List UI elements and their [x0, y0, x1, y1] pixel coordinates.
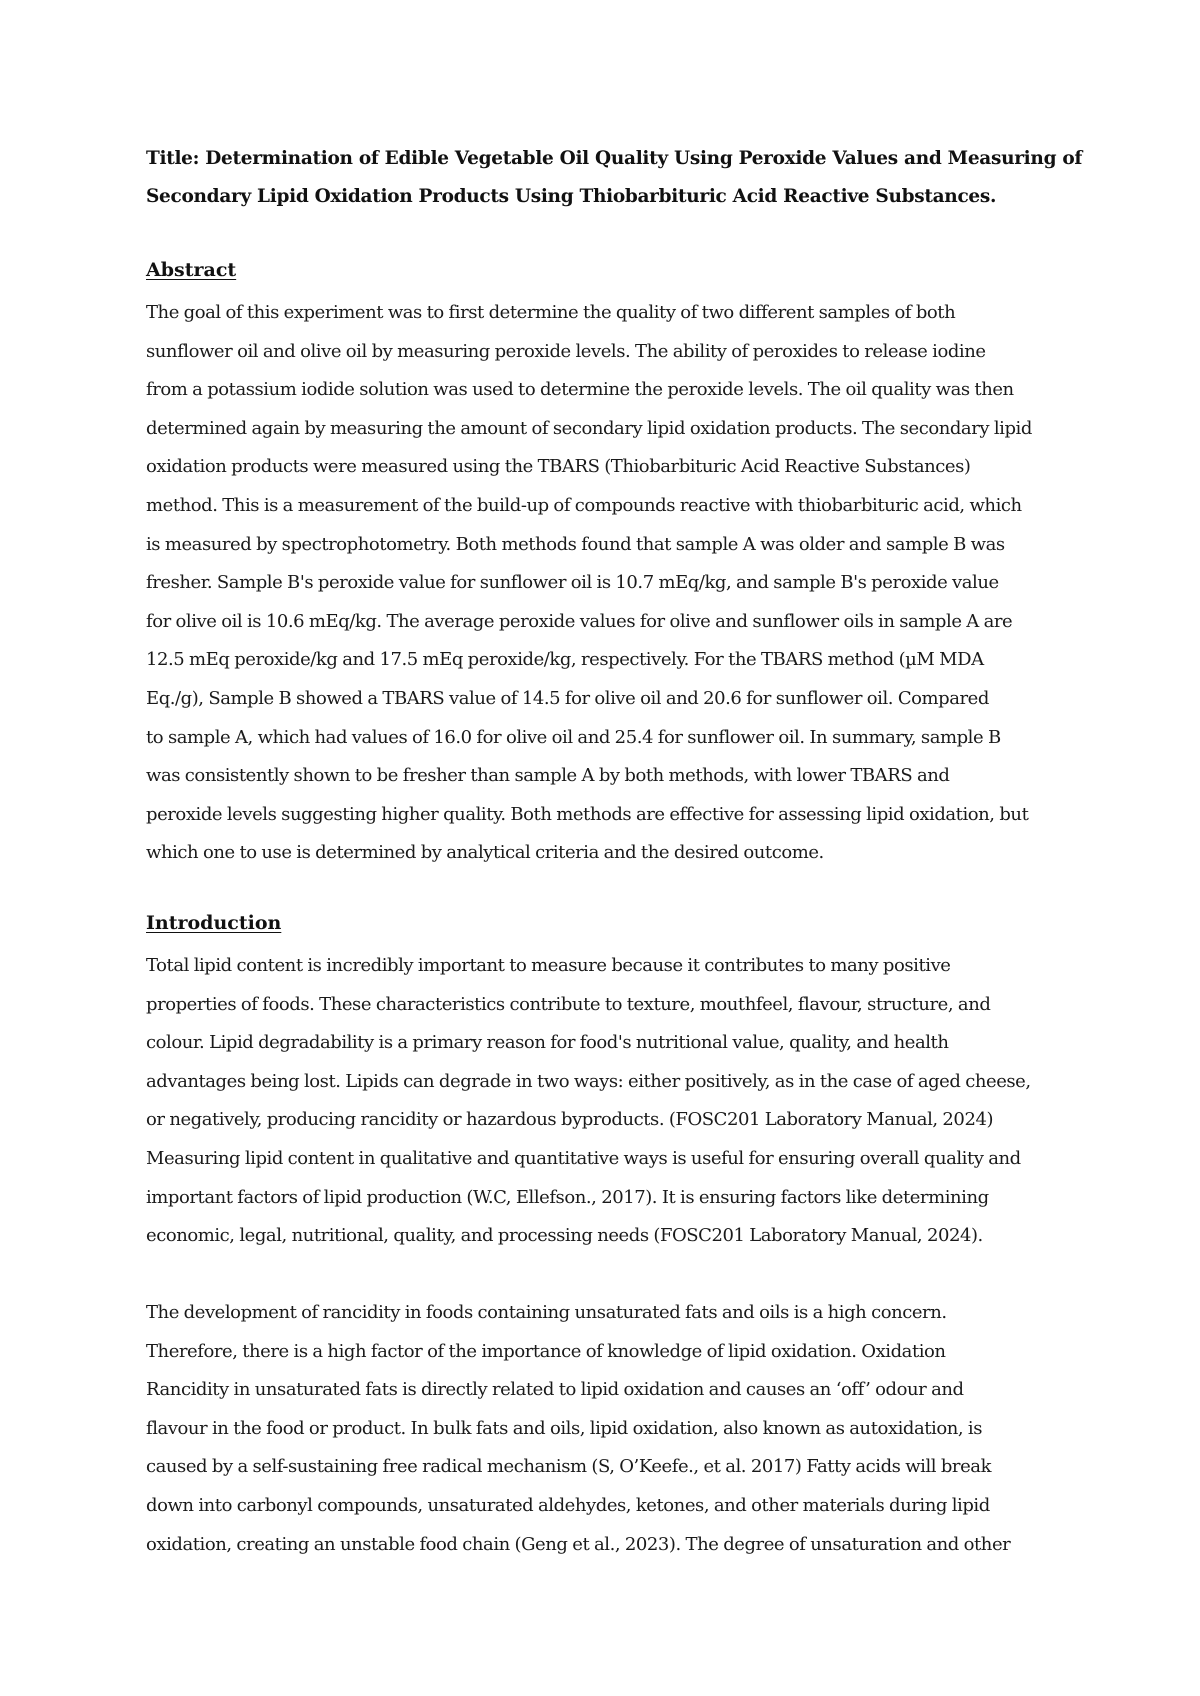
text-line: which one to use is determined by analytical criteria and the desired outcome. — [146, 842, 824, 864]
text-line: was consistently shown to be fresher than sample A by both methods, with lower TBARS and — [146, 765, 950, 787]
text-line: Total lipid content is incredibly important to measure because it contributes to many positive — [146, 955, 951, 976]
text-line: advantages being lost. Lipids can degrade in two ways: either positively, as in the case of aged cheese, — [146, 1070, 1031, 1092]
introduction-heading: Introduction — [146, 912, 282, 934]
text-line: peroxide levels suggesting higher quality. Both methods are effective for assessing lipid oxidation, but — [146, 803, 1029, 825]
text-line: oxidation, creating an unstable food chain (Geng et al., 2023). The degree of unsaturation and other — [146, 1533, 1011, 1555]
text-line: or negatively, producing rancidity or hazardous byproducts. (FOSC201 Laboratory Manual, 2024) — [146, 1109, 994, 1131]
text-line: Measuring lipid content in qualitative and quantitative ways is useful for ensuring overall quality and — [146, 1147, 1021, 1169]
text-line: down into carbonyl compounds, unsaturated aldehydes, ketones, and other materials during lipid — [146, 1494, 990, 1516]
title-line: Secondary Lipid Oxidation Products Using Thiobarbituric Acid Reactive Substances. — [146, 186, 997, 207]
abstract-paragraph — [146, 294, 1076, 873]
text-line: fresher. Sample B's peroxide value for sunflower oil is 10.7 mEq/kg, and sample B's peroxide value — [146, 572, 999, 594]
text-line: caused by a self-sustaining free radical mechanism (S, O’Keefe., et al. 2017) Fatty acids will break — [146, 1456, 992, 1478]
text-line: Therefore, there is a high factor of the importance of knowledge of lipid oxidation. Oxidation — [146, 1340, 946, 1362]
document-title — [146, 140, 1086, 216]
text-line: from a potassium iodide solution was used to determine the peroxide levels. The oil quality was then — [146, 379, 1014, 401]
text-line: colour. Lipid degradability is a primary reason for food's nutritional value, quality, and health — [146, 1032, 949, 1054]
text-line: to sample A, which had values of 16.0 for olive oil and 25.4 for sunflower oil. In summary, sample B — [146, 726, 1001, 748]
text-line: economic, legal, nutritional, quality, and processing needs (FOSC201 Laboratory Manual, 2024). — [146, 1225, 983, 1247]
title-line: Title: Determination of Edible Vegetable Oil Quality Using Peroxide Values and Measuring of — [146, 148, 1083, 169]
text-line: determined again by measuring the amount of secondary lipid oxidation products. The secondary lipid — [146, 417, 1032, 439]
text-line: oxidation products were measured using the TBARS (Thiobarbituric Acid Reactive Substances) — [146, 456, 971, 478]
text-line: for olive oil is 10.6 mEq/kg. The average peroxide values for olive and sunflower oils in sample A are — [146, 610, 1013, 632]
text-line: The goal of this experiment was to first determine the quality of two different samples of both — [146, 302, 956, 323]
text-line: important factors of lipid production (W.C, Ellefson., 2017). It is ensuring factors like determining — [146, 1186, 989, 1208]
introduction-paragraph-1 — [146, 947, 1076, 1256]
introduction-paragraph-2 — [146, 1294, 1076, 1564]
text-line: is measured by spectrophotometry. Both methods found that sample A was older and sample B was — [146, 533, 1005, 555]
text-line: sunflower oil and olive oil by measuring peroxide levels. The ability of peroxides to release iodine — [146, 340, 986, 362]
text-line: method. This is a measurement of the build-up of compounds reactive with thiobarbituric acid, which — [146, 494, 1022, 516]
text-line: properties of foods. These characteristics contribute to texture, mouthfeel, flavour, structure, and — [146, 993, 991, 1015]
text-line: 12.5 mEq peroxide/kg and 17.5 mEq peroxide/kg, respectively. For the TBARS method (µM MDA — [146, 649, 984, 671]
text-line: The development of rancidity in foods containing unsaturated fats and oils is a high concern. — [146, 1302, 947, 1323]
text-line: Eq./g), Sample B showed a TBARS value of 14.5 for olive oil and 20.6 for sunflower oil. Compared — [146, 687, 989, 709]
text-line: flavour in the food or product. In bulk fats and oils, lipid oxidation, also known as autoxidation, is — [146, 1417, 982, 1439]
text-line: Rancidity in unsaturated fats is directly related to lipid oxidation and causes an ‘off’ odour and — [146, 1379, 964, 1401]
abstract-heading: Abstract — [146, 259, 237, 281]
